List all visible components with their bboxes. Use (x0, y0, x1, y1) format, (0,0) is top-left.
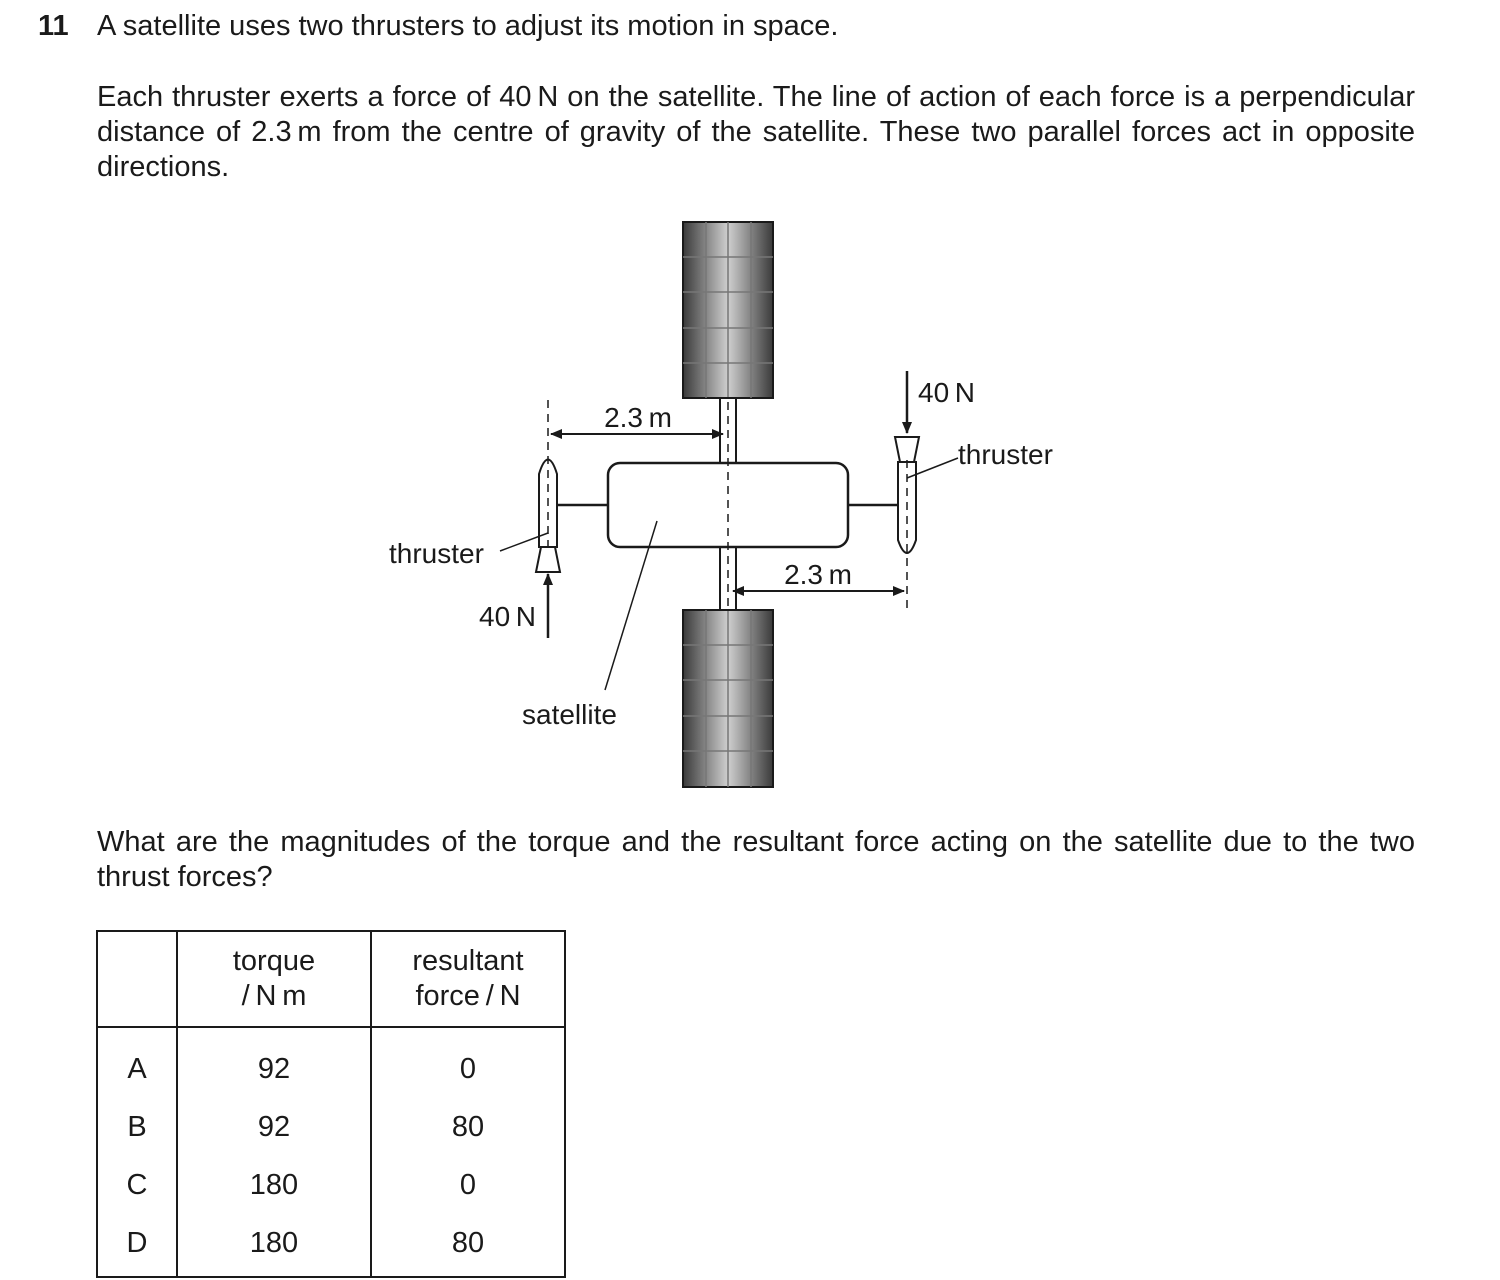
thruster-label-right: thruster (958, 439, 1053, 470)
option-row-b[interactable] (97, 1098, 565, 1156)
option-torque: 92 (177, 1098, 371, 1156)
option-letter: C (97, 1156, 177, 1214)
header-force-line2: force / N (415, 980, 521, 1012)
option-force: 80 (371, 1098, 565, 1156)
option-torque: 180 (177, 1214, 371, 1277)
question-stem: A satellite uses two thrusters to adjust its motion in space. (97, 10, 839, 42)
option-force: 80 (371, 1214, 565, 1277)
force-label-left: 40 N (479, 601, 536, 632)
options-header-row (97, 931, 565, 1027)
header-blank (97, 931, 177, 1027)
header-force (371, 931, 565, 1027)
option-force: 0 (371, 1027, 565, 1098)
question-paragraph-2: What are the magnitudes of the torque and the resultant force acting on the satellite due to the two thrust forces? (97, 826, 1415, 893)
option-letter: B (97, 1098, 177, 1156)
question-number: 11 (38, 10, 69, 42)
thruster-label-left: thruster (389, 538, 484, 569)
option-letter: D (97, 1214, 177, 1277)
header-torque-line2: / N m (241, 980, 307, 1012)
option-force: 0 (371, 1156, 565, 1214)
option-row-c[interactable] (97, 1156, 565, 1214)
option-torque: 92 (177, 1027, 371, 1098)
option-row-a[interactable] (97, 1027, 565, 1098)
option-torque: 180 (177, 1156, 371, 1214)
option-letter: A (97, 1027, 177, 1098)
force-label-right: 40 N (918, 377, 975, 408)
solar-panel-bottom (683, 610, 773, 787)
question-paragraph-1: Each thruster exerts a force of 40 N on the satellite. The line of action of each force is a perpendicular distance of 2.3 m from the centre of gravity of the satellite. These two parallel forces act in opposite directions. (97, 81, 1415, 183)
distance-label-top: 2.3 m (604, 402, 672, 433)
header-torque (177, 931, 371, 1027)
options-table (96, 930, 566, 1278)
header-torque-line1: torque (232, 945, 316, 977)
option-row-d[interactable] (97, 1214, 565, 1277)
distance-label-bottom: 2.3 m (784, 559, 852, 590)
satellite-label: satellite (522, 699, 617, 730)
header-force-line1: resultant (412, 945, 524, 977)
solar-panel-top (683, 222, 773, 398)
